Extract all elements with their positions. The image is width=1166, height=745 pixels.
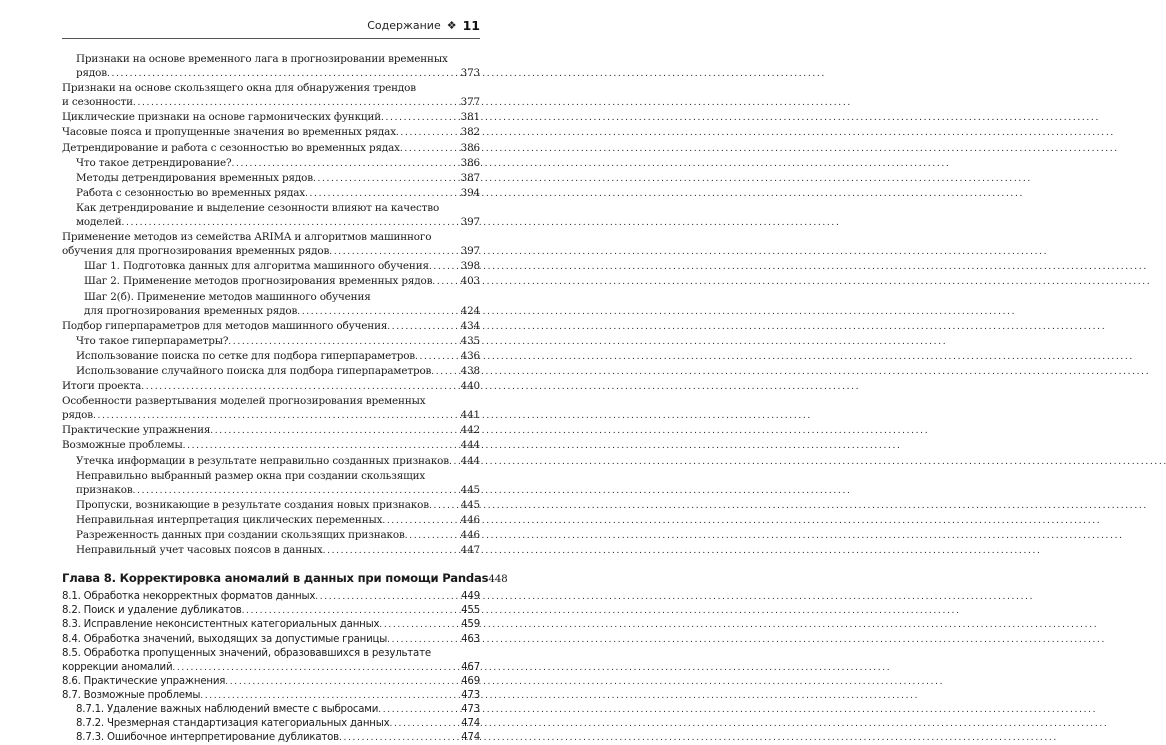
toc-entry-title: моделей [76, 216, 122, 229]
toc-entry-page: 445 [460, 483, 480, 496]
toc-entry-page: 444 [460, 454, 480, 467]
toc-entry-page: 387 [460, 171, 480, 184]
toc-entry [62, 423, 480, 438]
dot-leader [172, 661, 461, 675]
toc-entry-leader-row [76, 483, 480, 498]
toc-entry [62, 125, 480, 140]
toc-entry-page: 424 [460, 304, 480, 317]
toc-entry [62, 141, 480, 156]
toc-entry-page: 455 [461, 605, 480, 617]
dot-leader [387, 319, 460, 334]
toc-entry-page: 394 [460, 186, 480, 199]
toc-entry-leader-row [76, 156, 480, 171]
toc-entry [62, 498, 480, 513]
toc-entry-leader-row [62, 675, 480, 689]
toc-entry-leader-row [76, 171, 480, 186]
dot-leader [133, 95, 461, 110]
toc-entry-title: Подбор гиперпараметров для методов машинного обучения [62, 319, 388, 332]
toc-entry-page: 386 [460, 141, 480, 154]
toc-entry [62, 364, 480, 379]
toc-entry-page: 382 [460, 126, 480, 139]
toc-entry [62, 689, 480, 703]
dot-leader [378, 703, 461, 717]
toc-entry-leader-row [62, 319, 480, 334]
page-number: 11 [462, 17, 480, 33]
toc-entry-leader-row [62, 408, 480, 423]
toc-entry-leader-row [76, 543, 480, 558]
dot-leader [415, 349, 461, 364]
toc-entry-title: Итоги проекта [62, 380, 142, 393]
toc-entry-page: 441 [460, 409, 480, 422]
toc-entry-title: Что такое гиперпараметры? [76, 334, 229, 347]
dot-leader [429, 498, 461, 513]
toc-entry [62, 349, 480, 364]
toc-entry-leader-row [76, 528, 480, 543]
toc-entry-title: признаков [76, 483, 133, 496]
toc-entry-page: 445 [460, 498, 480, 511]
toc-entry [62, 717, 480, 731]
toc-entry-title: Циклические признаки на основе гармонических функций [62, 111, 382, 124]
dot-leader [431, 364, 460, 379]
toc-entry-title: Часовые пояса и пропущенные значения во временных рядах [62, 126, 396, 139]
toc-entry-title-line: 8.5. Обработка пропущенных значений, образовавшихся в результате [62, 647, 431, 659]
table-of-contents [62, 52, 508, 745]
toc-entry-leader-row [84, 274, 480, 289]
toc-entry [62, 171, 480, 186]
toc-entry-title: 8.7.3. Ошибочное интерпретирование дубликатов [76, 732, 339, 744]
toc-entry-title: Работа с сезонностью во временных рядах [76, 186, 306, 199]
dot-leader [231, 156, 460, 171]
toc-entry-page: 447 [460, 544, 480, 557]
dot-leader [228, 334, 460, 349]
toc-entry [62, 438, 480, 453]
toc-entry-page: 440 [460, 380, 480, 393]
toc-entry-page: 474 [461, 718, 480, 730]
toc-entry-page: 446 [460, 529, 480, 541]
toc-entry-page: 434 [460, 319, 480, 332]
toc-entry-title: 8.6. Практические упражнения [62, 675, 226, 687]
toc-entry-page: 442 [460, 424, 480, 437]
toc-entry-title-line: Признаки на основе временного лага в прогнозировании временных [76, 53, 448, 65]
toc-entry-leader-row [62, 618, 480, 632]
toc-entry-leader-row [62, 423, 480, 438]
toc-entry-title: Методы детрендирования временных рядов [76, 171, 313, 184]
toc-entry-title: рядов [62, 409, 93, 422]
toc-entry-leader-row [76, 513, 480, 528]
toc-entry-title: обучения для прогнозирования временных рядов [62, 245, 330, 258]
toc-entry-title: Детрендирование и работа с сезонностью во временных рядах [62, 141, 400, 154]
toc-entry-leader-row [76, 454, 480, 469]
toc-entry-leader-row [62, 571, 508, 587]
toc-entry-title: Глава 8. Корректировка аномалий в данных при помощи Pandas [62, 571, 489, 586]
toc-entry-title: 8.2. Поиск и удаление дубликатов [62, 605, 242, 617]
toc-entry [62, 334, 480, 349]
dot-leader [449, 454, 461, 469]
toc-entry-title: Практические упражнения [62, 424, 211, 437]
dot-leader [329, 244, 460, 259]
toc-entry-page: 473 [461, 704, 480, 716]
dot-leader [387, 633, 461, 647]
toc-entry-page: 398 [460, 260, 480, 273]
toc-entry-leader-row [62, 438, 480, 453]
toc-entry [62, 379, 480, 394]
toc-entry-title-line: Применение методов из семейства ARIMA и алгоритмов машинного [62, 231, 432, 244]
toc-entry-page: 459 [461, 619, 480, 631]
toc-entry [62, 156, 480, 171]
dot-leader [183, 438, 461, 453]
toc-entry [62, 110, 480, 125]
dot-leader [315, 590, 461, 604]
toc-entry [62, 201, 480, 230]
toc-entry [62, 513, 480, 528]
toc-entry-leader-row [76, 731, 480, 745]
toc-entry [62, 394, 480, 423]
toc-entry-title: 8.1. Обработка некорректных форматов данных [62, 591, 316, 603]
toc-entry-title-line: Особенности развертывания моделей прогнозирования временных [62, 395, 426, 408]
toc-entry-leader-row [76, 498, 480, 513]
toc-entry [62, 230, 480, 259]
running-header [62, 12, 480, 39]
toc-entry-leader-row [62, 141, 480, 156]
dot-leader [339, 731, 461, 745]
toc-entry [62, 647, 480, 675]
toc-entry-title: Возможные проблемы [62, 439, 183, 452]
toc-entry-leader-row [62, 125, 480, 140]
dot-leader [141, 379, 460, 394]
dot-leader [379, 618, 461, 632]
toc-entry-title: 8.7.2. Чрезмерная стандартизация категориальных данных [76, 718, 390, 730]
dot-leader [389, 717, 461, 731]
toc-entry-leader-row [62, 95, 480, 110]
toc-entry-leader-row [62, 633, 480, 647]
toc-entry-page: 381 [460, 111, 480, 124]
toc-entry-title: и сезонности [62, 96, 133, 109]
toc-entry-page: 463 [461, 633, 480, 645]
dot-leader [107, 66, 461, 81]
toc-entry-title-line: Как детрендирование и выделение сезонности влияют на качество [76, 201, 440, 214]
toc-entry-page: 386 [460, 156, 480, 169]
toc-entry [62, 543, 480, 558]
dot-leader [93, 408, 461, 423]
toc-entry-page: 446 [460, 513, 480, 526]
dot-leader [225, 675, 461, 689]
toc-entry-leader-row [62, 590, 480, 604]
toc-entry-title: для прогнозирования временных рядов [84, 304, 298, 317]
toc-entry-title: Утечка информации в результате неправильно созданных признаков [76, 454, 449, 467]
toc-entry-page: 449 [461, 591, 480, 603]
toc-entry [62, 633, 480, 647]
toc-entry-title: Пропуски, возникающие в результате создания новых признаков [76, 498, 429, 511]
toc-entry-page: 403 [460, 275, 480, 288]
toc-entry-title: 8.7. Возможные проблемы [62, 689, 201, 701]
toc-entry-leader-row [76, 717, 480, 731]
toc-entry [62, 590, 480, 604]
toc-entry-leader-row [76, 364, 480, 379]
toc-entry-title-line: Шаг 2(б). Применение методов машинного обучения [84, 290, 371, 303]
dot-leader [133, 483, 461, 498]
toc-entry-leader-row [76, 334, 480, 349]
dot-leader [382, 513, 460, 528]
toc-entry-leader-row [62, 110, 480, 125]
dot-leader [323, 543, 461, 558]
toc-entry-title: 8.4. Обработка значений, выходящих за допустимые границы [62, 633, 388, 645]
dot-leader [405, 528, 461, 543]
toc-entry-page: 448 [488, 573, 508, 586]
toc-entry [62, 319, 480, 334]
toc-entry [62, 528, 480, 543]
toc-entry [62, 274, 480, 289]
toc-entry-title: коррекции аномалий [62, 661, 173, 673]
toc-entry-title-line: Признаки на основе скользящего окна для обнаружения трендов [62, 82, 416, 95]
toc-entry-leader-row [62, 244, 480, 259]
toc-entry-leader-row [62, 379, 480, 394]
dot-leader [432, 274, 460, 289]
toc-entry-title: Что такое детрендирование? [76, 156, 232, 169]
toc-entry-leader-row [76, 215, 480, 230]
toc-entry-leader-row [76, 186, 480, 201]
dot-leader [429, 259, 461, 274]
toc-entry-leader-row [76, 349, 480, 364]
toc-entry [62, 186, 480, 201]
toc-entry-title: рядов [76, 67, 107, 80]
toc-entry-title: Использование поиска по сетке для подбора гиперпараметров [76, 349, 415, 362]
toc-entry-leader-row [84, 259, 480, 274]
toc-entry-title: 8.7.1. Удаление важных наблюдений вместе с выбросами [76, 704, 379, 716]
toc-entry-leader-row [62, 689, 480, 703]
toc-entry [62, 469, 480, 498]
running-header-title: Содержание [367, 18, 441, 32]
toc-entry-title: Использование случайного поиска для подбора гиперпараметров [76, 364, 432, 377]
dot-leader [305, 186, 461, 201]
toc-entry [62, 618, 480, 632]
toc-entry-page: 469 [461, 675, 480, 687]
toc-entry-title: 8.3. Исправление неконсистентных категориальных данных [62, 619, 380, 631]
toc-entry-leader-row [62, 604, 480, 618]
ornament-icon: ❖ [446, 18, 457, 32]
toc-chapter-entry [62, 571, 508, 587]
toc-entry [62, 290, 480, 319]
toc-entry-page: 373 [460, 67, 480, 80]
toc-entry-page: 436 [460, 349, 480, 362]
dot-leader [396, 125, 461, 140]
dot-leader [242, 604, 462, 618]
toc-entry-page: 397 [460, 245, 480, 258]
toc-entry-leader-row [76, 66, 480, 81]
toc-entry-leader-row [76, 703, 480, 717]
toc-entry-page: 473 [461, 689, 480, 701]
toc-entry-leader-row [84, 304, 480, 319]
toc-entry [62, 604, 480, 618]
toc-entry-page: 435 [460, 334, 480, 347]
dot-leader [297, 304, 460, 319]
toc-entry [62, 675, 480, 689]
dot-leader [381, 110, 461, 125]
toc-entry [62, 259, 480, 274]
toc-entry [62, 731, 480, 745]
toc-entry [62, 703, 480, 717]
dot-leader [122, 215, 461, 230]
toc-entry-page: 438 [460, 364, 480, 377]
dot-leader [210, 423, 460, 438]
toc-entry-title: Неправильный учет часовых поясов в данных [76, 544, 323, 557]
dot-leader [313, 171, 461, 186]
toc-entry-title: Шаг 1. Подготовка данных для алгоритма машинного обучения [84, 260, 429, 273]
toc-entry-page: 397 [460, 216, 480, 229]
toc-entry-page: 444 [460, 439, 480, 452]
dot-leader [400, 141, 461, 156]
toc-entry [62, 52, 480, 81]
toc-entry-page: 474 [461, 732, 480, 744]
toc-entry-title: Шаг 2. Применение методов прогнозирования временных рядов [84, 275, 433, 288]
toc-entry-title-line: Неправильно выбранный размер окна при создании скользящих [76, 469, 426, 482]
toc-entry-page: 467 [461, 661, 480, 673]
toc-entry-page: 377 [460, 96, 480, 109]
toc-entry [62, 81, 480, 110]
toc-entry [62, 454, 480, 469]
toc-entry-title: Неправильная интерпретация циклических переменных [76, 513, 383, 526]
dot-leader [200, 689, 461, 703]
toc-entry-title: Разреженность данных при создании скользящих признаков [76, 529, 405, 541]
toc-entry-leader-row [62, 661, 480, 675]
